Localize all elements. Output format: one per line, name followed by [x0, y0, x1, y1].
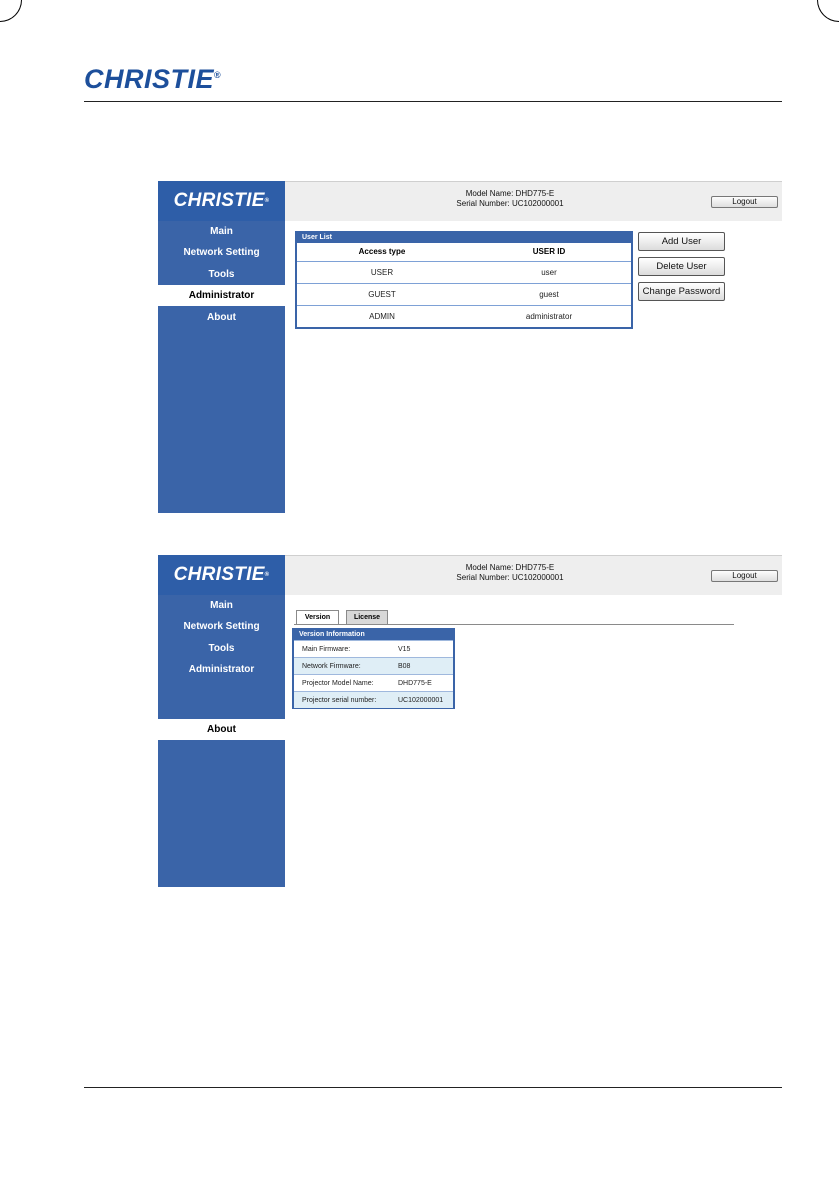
list-item [294, 674, 453, 691]
model-info [395, 563, 625, 583]
nav-item-administrator[interactable]: Administrator [188, 664, 255, 675]
nav-item-about[interactable]: About [207, 312, 236, 323]
footer-rule [84, 1087, 782, 1088]
app-logo: CHRISTIE ® [158, 181, 285, 221]
add-user-button[interactable]: Add User [638, 232, 725, 251]
main-firmware-label: Main Firmware: [302, 646, 351, 653]
projector-serial-number-value: UC102000001 [398, 697, 444, 704]
nav-item-tools[interactable]: Tools [208, 643, 235, 654]
serial-number: Serial Number: UC102000001 [456, 573, 564, 582]
app-logo: CHRISTIE ® [158, 555, 285, 595]
serial-number: Serial Number: UC102000001 [456, 199, 564, 208]
version-info-title: Version Information [294, 630, 453, 640]
list-item [294, 657, 453, 674]
logout-button[interactable]: Logout [711, 196, 778, 208]
nav-item-network-setting[interactable]: Network Setting [183, 247, 260, 258]
about-screenshot [158, 555, 782, 887]
logout-button[interactable]: Logout [711, 570, 778, 582]
header-rule [84, 101, 782, 102]
tab-divider [294, 624, 734, 625]
user-id-cell: administrator [525, 312, 573, 321]
nav-item-network-setting[interactable]: Network Setting [183, 621, 260, 632]
projector-model-name-label: Projector Model Name: [302, 680, 374, 687]
network-firmware-value: B08 [398, 663, 411, 670]
model-name: Model Name: DHD775-E [465, 563, 555, 572]
table-row[interactable] [297, 261, 631, 282]
change-password-button[interactable]: Change Password [638, 282, 725, 301]
model-name: Model Name: DHD775-E [465, 189, 555, 198]
user-id-cell: user [541, 268, 557, 277]
model-info [395, 189, 625, 209]
user-list-title: User List [297, 233, 631, 243]
list-item [294, 691, 453, 708]
column-header-user-id: USER ID [532, 247, 566, 256]
app-header [285, 181, 782, 221]
crop-mark-top-right [817, 0, 839, 22]
user-id-cell: guest [539, 290, 559, 299]
administrator-screenshot [158, 181, 782, 513]
column-header-access-type: Access type [358, 247, 406, 256]
sidebar-nav [158, 595, 285, 887]
app-header [285, 555, 782, 595]
projector-model-name-value: DHD775-E [398, 680, 432, 687]
projector-serial-number-label: Projector serial number: [302, 697, 377, 704]
access-type-cell: GUEST [368, 290, 396, 299]
table-row[interactable] [297, 305, 631, 326]
nav-item-administrator[interactable]: Administrator [158, 285, 285, 306]
table-row[interactable] [297, 283, 631, 304]
access-type-cell: ADMIN [369, 312, 395, 321]
user-list-header [297, 243, 631, 261]
christie-logo: CHRISTIE® [84, 64, 222, 94]
user-list-panel [295, 231, 633, 329]
nav-item-main[interactable]: Main [210, 226, 233, 237]
sidebar-nav [158, 221, 285, 513]
access-type-cell: USER [370, 268, 394, 277]
nav-item-main[interactable]: Main [210, 600, 233, 611]
list-item [294, 640, 453, 657]
tab-license[interactable]: License [346, 610, 388, 624]
crop-mark-top-left [0, 0, 22, 22]
nav-item-tools[interactable]: Tools [208, 269, 235, 280]
tab-version[interactable]: Version [296, 610, 339, 625]
network-firmware-label: Network Firmware: [302, 663, 361, 670]
nav-item-about[interactable]: About [158, 719, 285, 740]
delete-user-button[interactable]: Delete User [638, 257, 725, 276]
main-firmware-value: V15 [398, 646, 411, 653]
version-info-panel [292, 628, 455, 709]
